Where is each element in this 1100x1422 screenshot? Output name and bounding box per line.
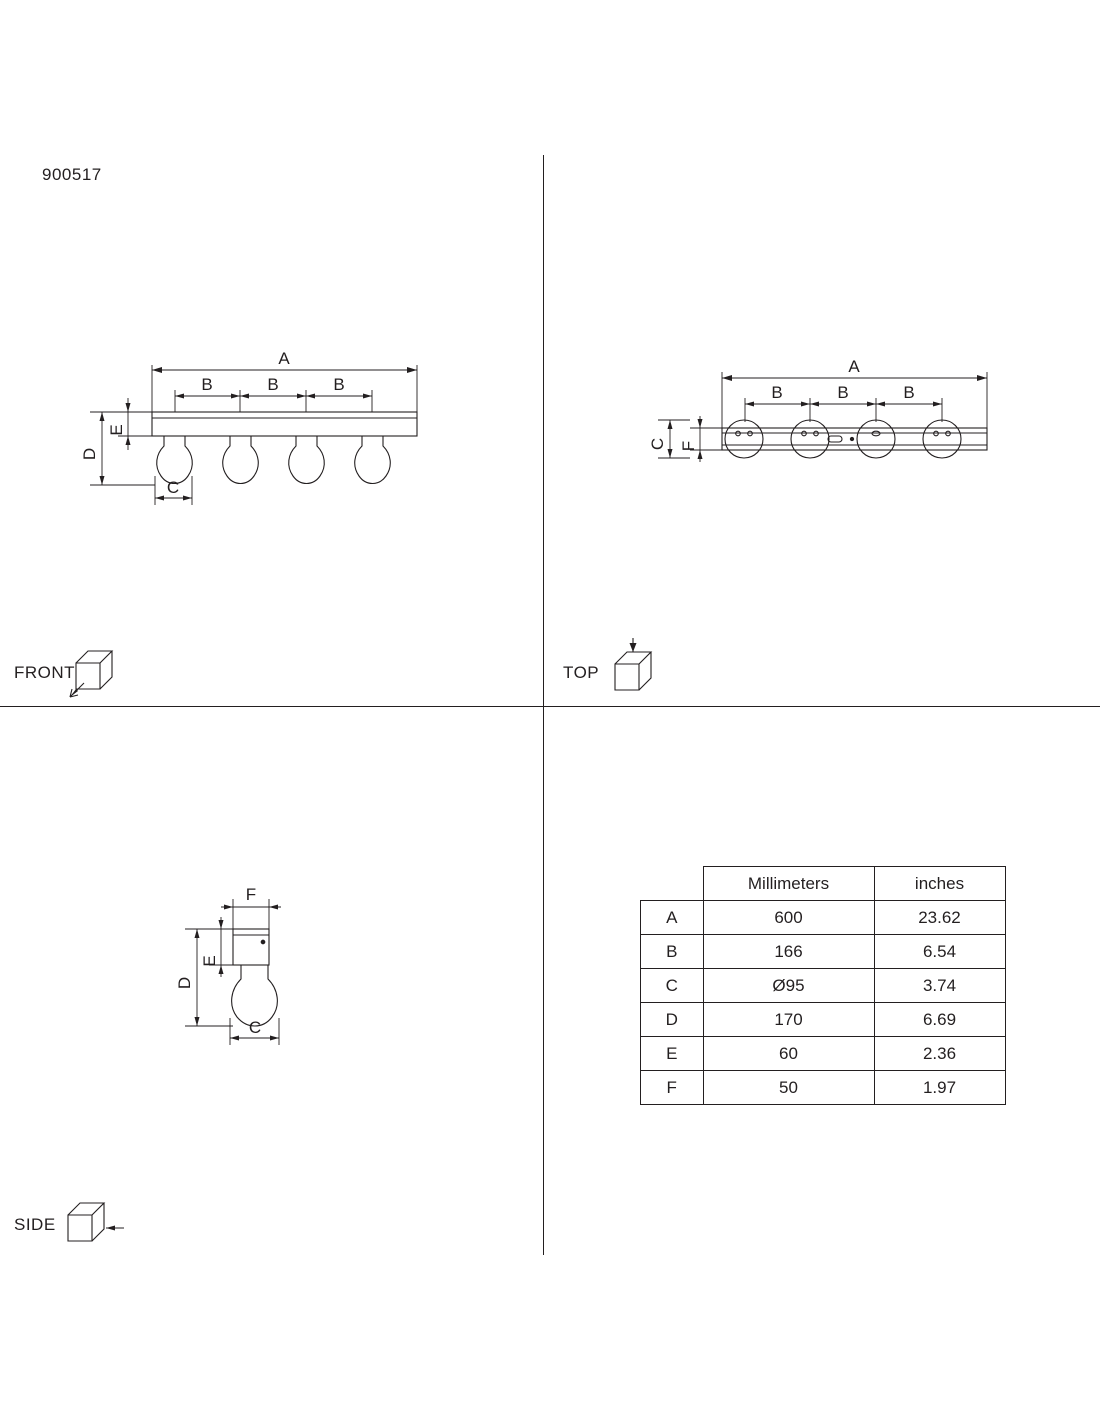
table-cell-in: 23.62 (874, 901, 1005, 935)
center-slot-top (828, 436, 842, 442)
dimension-e-side (209, 917, 233, 977)
dimension-label-c-side: C (248, 1018, 262, 1037)
table-cell-mm: 170 (703, 1003, 874, 1037)
table-cell-key: D (641, 1003, 704, 1037)
table-cell-key: B (641, 935, 704, 969)
cube-side-icon (62, 1197, 142, 1253)
socket-top-4 (923, 420, 961, 458)
table-cell-in: 6.54 (874, 935, 1005, 969)
table-cell-mm: 60 (703, 1037, 874, 1071)
table-cell-key: E (641, 1037, 704, 1071)
table-header-row (641, 867, 1006, 901)
table-cell-in: 2.36 (874, 1037, 1005, 1071)
dimension-label-d-side: D (175, 976, 194, 990)
table-row (641, 969, 1006, 1003)
dimension-label-c-top: C (648, 437, 667, 451)
table-row (641, 1037, 1006, 1071)
table-cell-in: 6.69 (874, 1003, 1005, 1037)
dimension-label-e-front: E (107, 424, 126, 436)
quadrant-divider-vertical (543, 155, 544, 1255)
socket-top-3 (857, 420, 895, 458)
table-cell-mm: 600 (703, 901, 874, 935)
bulb-front-1 (157, 436, 193, 484)
part-number: 900517 (42, 165, 102, 184)
dimension-label-b2-front: B (267, 375, 279, 394)
dimension-d-front (90, 412, 155, 485)
fixture-bar-front (152, 412, 417, 436)
table-cell-key: C (641, 969, 704, 1003)
table-corner-cell (641, 867, 704, 901)
front-view-drawing (60, 350, 480, 550)
table-cell-in: 1.97 (874, 1071, 1005, 1105)
dimension-label-f-top: F (679, 440, 698, 452)
socket-dot-side (261, 940, 265, 944)
dimension-label-b2-top: B (837, 383, 849, 402)
dimension-a-front (152, 365, 417, 412)
table-cell-key: F (641, 1071, 704, 1105)
quadrant-divider-horizontal (0, 706, 1100, 707)
dimension-label-a-front: A (278, 350, 290, 368)
socket-top-1 (725, 420, 763, 458)
dimension-label-b1-top: B (771, 383, 783, 402)
dimension-label-d-front: D (80, 447, 99, 461)
top-view-label: TOP (563, 663, 600, 682)
cube-front-icon (68, 645, 134, 701)
dimension-label-b3-top: B (903, 383, 915, 402)
socket-top-2 (791, 420, 829, 458)
table-cell-in: 3.74 (874, 969, 1005, 1003)
side-view-drawing (175, 885, 375, 1065)
bulb-front-2 (223, 436, 259, 484)
table-row (641, 1071, 1006, 1105)
table-row (641, 1003, 1006, 1037)
dimension-f-top (690, 416, 722, 462)
table-cell-mm: 166 (703, 935, 874, 969)
dimension-table (640, 866, 1006, 1105)
center-dot-top (850, 437, 853, 440)
dimension-label-f-side: F (245, 885, 257, 904)
bulb-front-3 (289, 436, 325, 484)
dimension-a-top (722, 372, 987, 428)
socket-body-side (233, 929, 269, 965)
table-cell-mm: 50 (703, 1071, 874, 1105)
table-header-inches: inches (874, 867, 1005, 901)
dimension-label-b1-front: B (201, 375, 213, 394)
table-cell-key: A (641, 901, 704, 935)
dimension-label-a-top: A (848, 360, 860, 376)
dimension-label-b3-front: B (333, 375, 345, 394)
table-row (641, 901, 1006, 935)
table-header-millimeters: Millimeters (703, 867, 874, 901)
front-view-label: FRONT (14, 663, 76, 682)
side-view-label: SIDE (14, 1215, 56, 1234)
dimension-e-front (118, 398, 152, 450)
bulb-side (232, 965, 278, 1026)
dimension-label-e-side: E (200, 955, 219, 967)
bulb-front-4 (355, 436, 391, 484)
top-view-drawing (630, 360, 1050, 510)
cube-top-icon (607, 638, 673, 698)
table-cell-mm: Ø95 (703, 969, 874, 1003)
table-row (641, 935, 1006, 969)
dimension-label-c-front: C (166, 478, 180, 497)
